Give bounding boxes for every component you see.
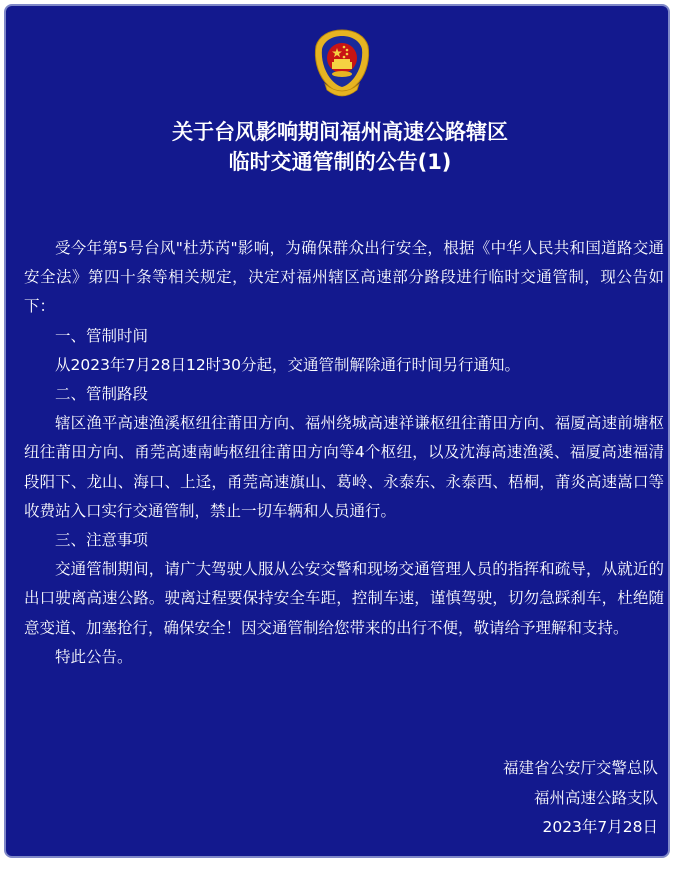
notice-title-line-1: 关于台风影响期间福州高速公路辖区 — [172, 120, 508, 144]
police-emblem-icon — [311, 28, 373, 100]
signature-org-1: 福建省公安厅交警总队 — [502, 759, 658, 777]
signature-date: 2023年7月28日 — [542, 818, 658, 836]
notice-title-line-2: 临时交通管制的公告(1) — [228, 150, 452, 174]
control-roads-paragraph: 辖区渔平高速渔溪枢纽往莆田方向、福州绕城高速祥谦枢纽往莆田方向、福厦高速前塘枢纽往莆田方向、甬莞高速南屿枢纽往莆田方向等4个枢纽，以及沈海高速渔溪、福厦高速福清段阳下、龙山、海口、上迳，甬莞高速旗山、葛岭、永泰东、永泰西、梧桐，莆炎高速嵩口等收费站入口实行交通管制，禁止一切车辆和人员通行。 — [24, 414, 664, 520]
signature-org-2: 福州高速公路支队 — [533, 789, 658, 807]
notice-body — [24, 234, 664, 672]
section-heading-notes: 三、注意事项 — [55, 531, 149, 550]
control-time-paragraph: 从2023年7月28日12时30分起，交通管制解除通行时间另行通知。 — [55, 355, 520, 374]
notes-paragraph: 交通管制期间，请广大驾驶人服从公安交警和现场交通管理人员的指挥和疏导，从就近的出口驶离高速公路。驶离过程要保持安全车距，控制车速，谨慎驾驶，切勿急踩刹车，杜绝随意变道、加塞抢行，确保安全！因交通管制给您带来的出行不便，敬请给予理解和支持。 — [24, 560, 664, 637]
closing-paragraph: 特此公告。 — [55, 647, 133, 666]
section-heading-roads: 二、管制路段 — [55, 385, 149, 404]
section-heading-time: 一、管制时间 — [55, 326, 149, 345]
intro-paragraph: 受今年第5号台风"杜苏芮"影响，为确保群众出行安全，根据《中华人民共和国道路交通安全法》第四十条等相关规定，决定对福州辖区高速部分路段进行临时交通管制，现公告如下： — [24, 239, 664, 316]
